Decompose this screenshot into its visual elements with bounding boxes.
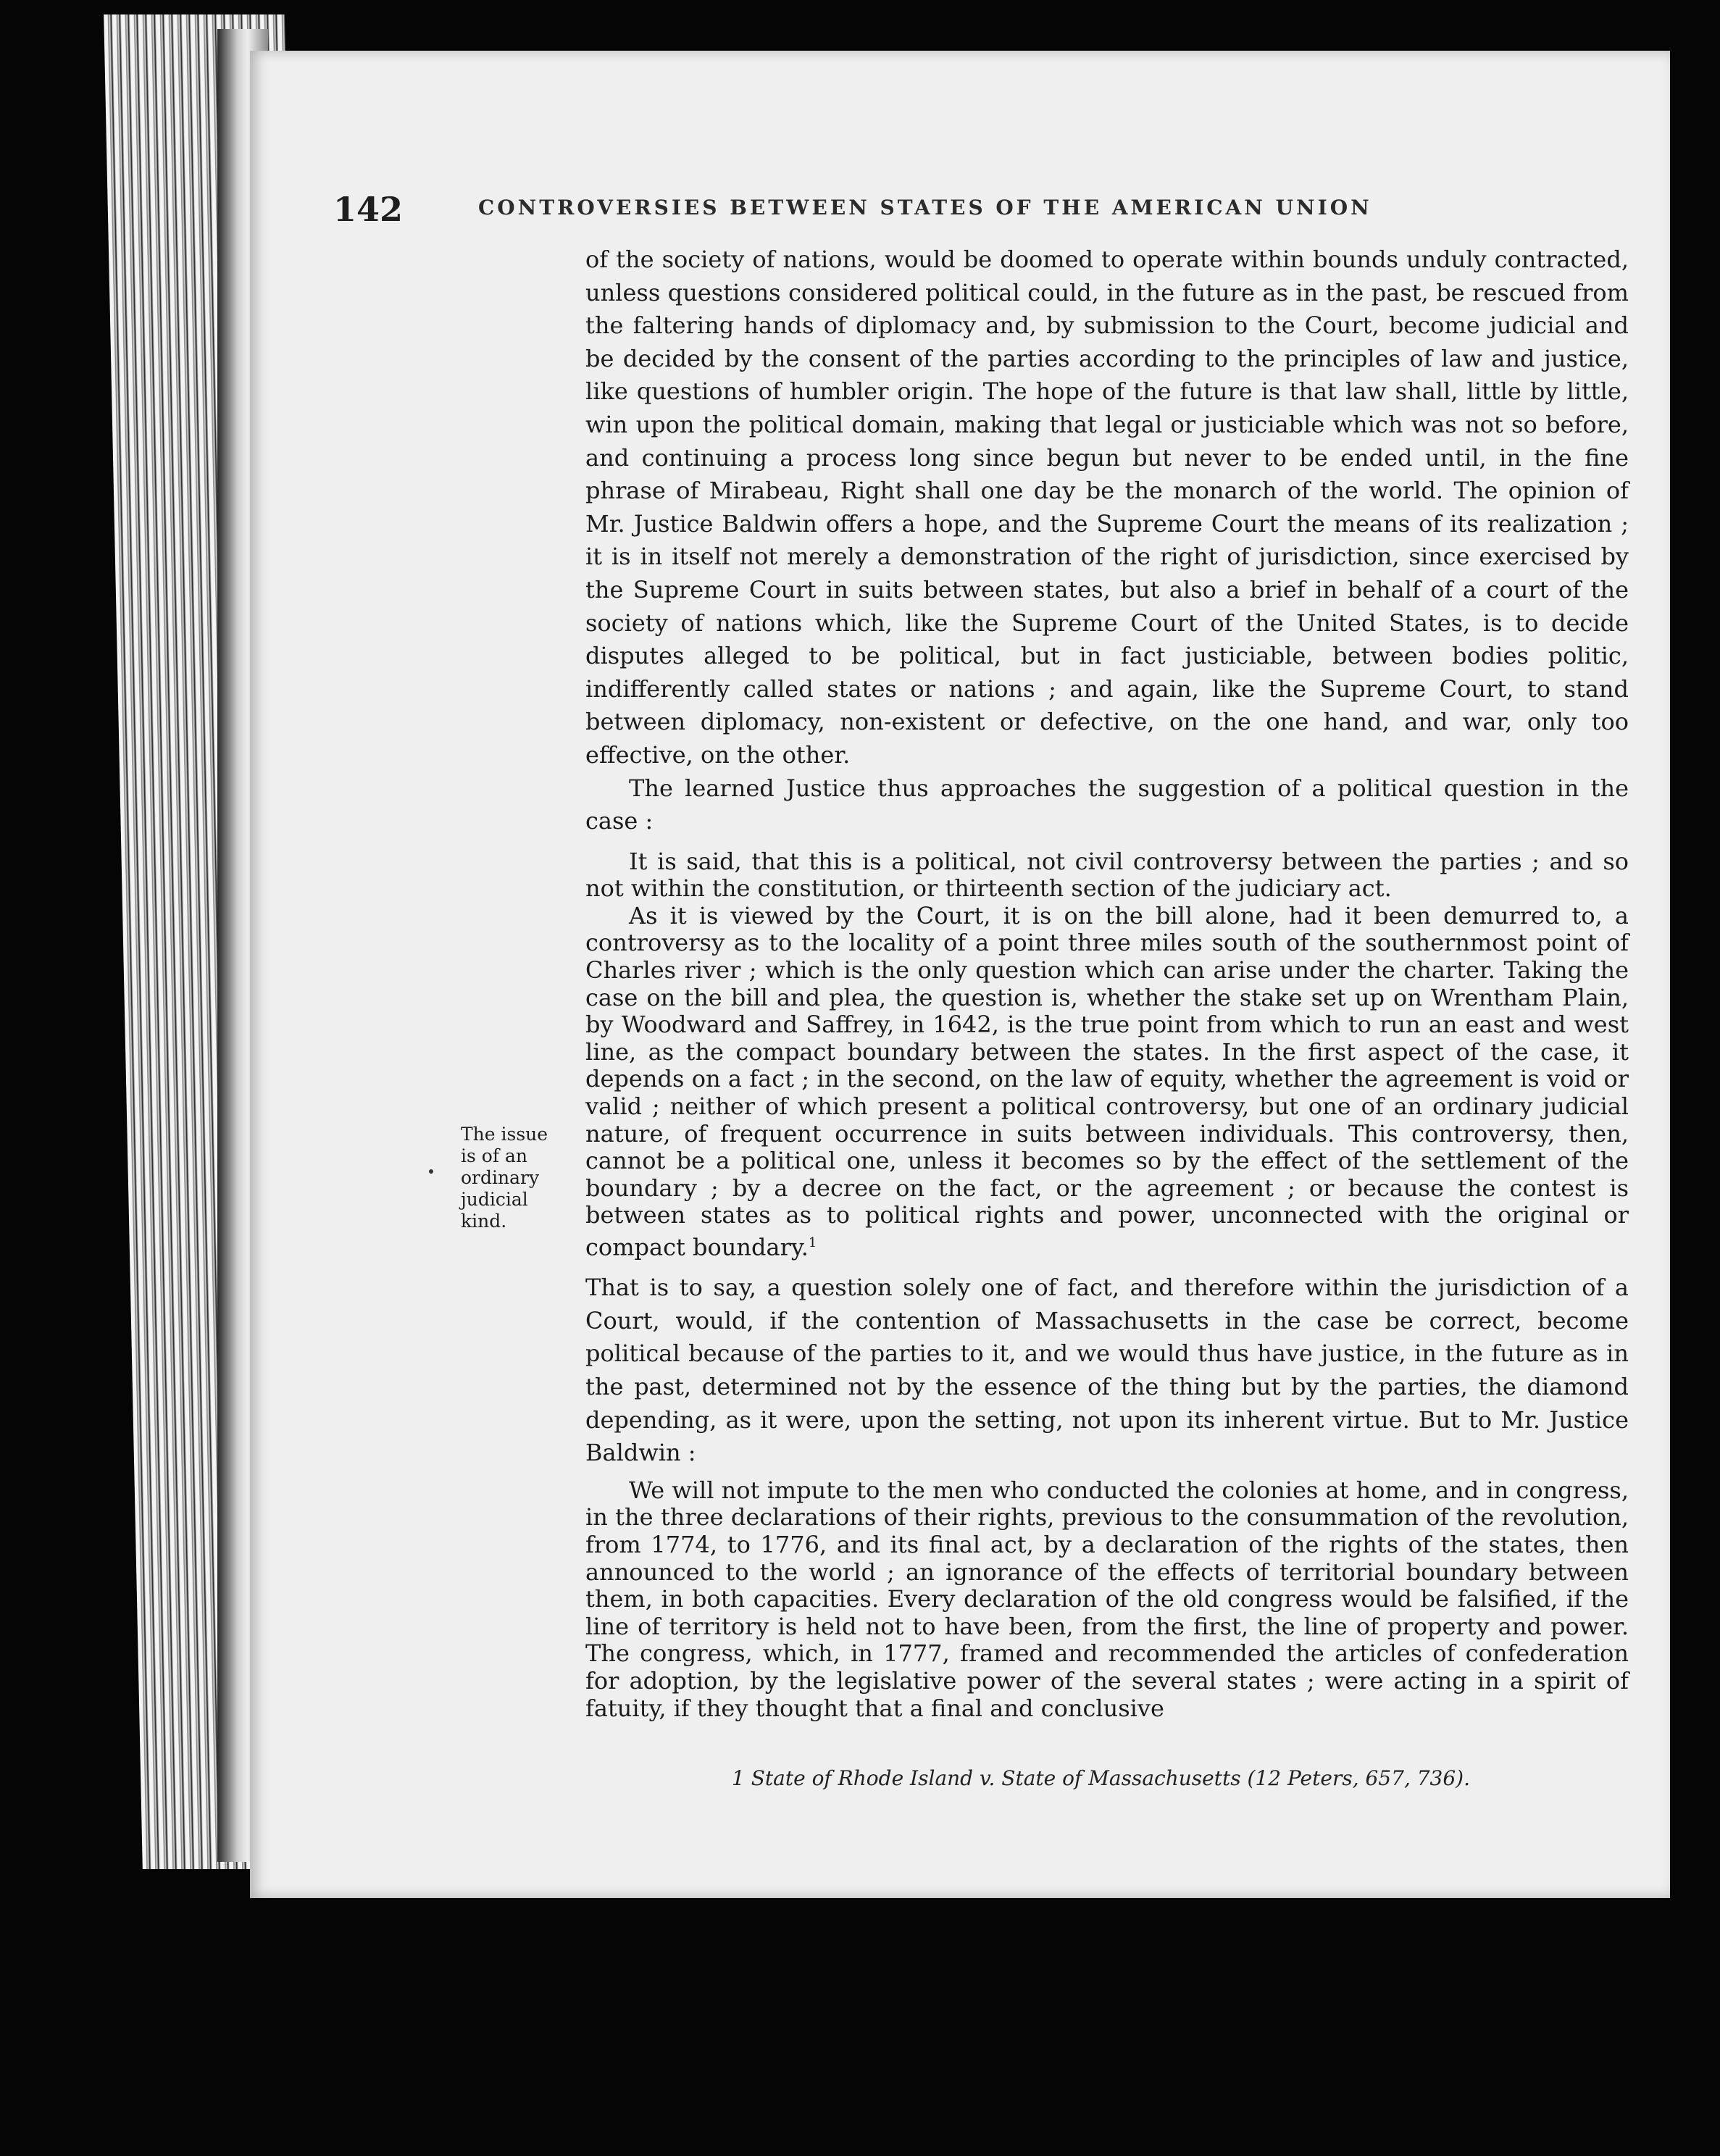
page-header [333, 190, 1521, 233]
footnote-marker: 1 [808, 1235, 817, 1250]
margin-note-line: kind. [461, 1211, 507, 1232]
block-quote-text: As it is viewed by the Court, it is on the bill alone, had it been demurred to, a controversy as to the locality of a point three miles south of the southernmost point of Charles river ; which is the only question which can arise under the charter. Taking the case on the bill and plea, the question is, whether the stake set up on Wrentham Plain, by Woodward and Saffrey, in 1642, is the true point from which to run an east and west line, as the compact boundary between the states. In the first aspect of the case, it depends on a fact ; in the second, on the law of equity, whether the agreement is void or valid ; neither of which present a political controversy, but one of an ordinary judicial nature, of frequent occurrence in suits between individuals. This controversy, then, cannot be a political one, unless it becomes so by the effect of the settlement of the boundary ; by a decree on the fact, or the agreement ; or because the contest is between states as to political rights and power, unconnected with the original or compact boundary. [585, 901, 1629, 1261]
paragraph: That is to say, a question solely one of fact, and therefore within the jurisdiction of a Court, would, if the contention of Massachusetts in the case be correct, become political because of the parties to it, and we would thus have justice, in the future as in the past, determined not by the essence of the thing but by the parties, the diamond depending, as it were, upon the setting, not upon its inherent virtue. But to Mr. Justice Baldwin : [585, 1274, 1629, 1467]
block-quote: It is said, that this is a political, not civil controversy between the parties ; and so not within the constitution, or thirteenth section of the judiciary act. [585, 847, 1629, 903]
margin-note-line: judicial [461, 1189, 528, 1210]
margin-dot [429, 1169, 433, 1174]
page-number: 142 [333, 190, 404, 229]
margin-note-line: The issue [461, 1124, 548, 1145]
paragraph: of the society of nations, would be doomed to operate within bounds unduly contracted, unless questions considered political could, in the future as in the past, be rescued from the faltering hands of diplomacy and, by submission to the Court, become judicial and be decided by the consent of the parties according to the principles of law and justice, like questions of humbler origin. The hope of the future is that law shall, little by little, win upon the political domain, making that legal or justiciable which was not so before, and continuing a process long since begun but never to be ended until, in the fine phrase of Mirabeau, Right shall one day be the monarch of the world. The opinion of Mr. Justice Baldwin offers a hope, and the Supreme Court the means of its realization ; it is in itself not merely a demonstration of the right of jurisdiction, since exercised by the Supreme Court in suits between states, but also a brief in behalf of a court of the society of nations which, like the Supreme Court of the United States, is to decide disputes alleged to be political, but in fact justiciable, between bodies politic, indifferently called states or nations ; and again, like the Supreme Court, to stand between diplomacy, non-existent or defective, on the one hand, and war, only too effective, on the other. [585, 246, 1629, 769]
paragraph: The learned Justice thus approaches the suggestion of a political question in the case : [585, 774, 1629, 835]
margin-note-line: ordinary [461, 1167, 540, 1188]
body-text [585, 243, 1629, 1722]
block-quote: We will not impute to the men who conducted the colonies at home, and in congress, in the three declarations of their rights, previous to the consummation of the revolution, from 1774, to 1776, and its final act, by a declaration of the rights of the states, then announced to the world ; an ignorance of the effects of territorial boundary between them, in both capacities. Every declaration of the old congress would be falsified, if the line of territory is held not to have been, from the first, the line of property and power. The congress, which, in 1777, framed and recommended the articles of confederation for adoption, by the legislative power of the several states ; were acting in a spirit of fatuity, if they thought that a final and conclusive [585, 1476, 1629, 1722]
margin-note-line: is of an [461, 1145, 528, 1166]
block-quote [585, 903, 1629, 1261]
running-title: CONTROVERSIES BETWEEN STATES OF THE AMERICAN UNION [478, 196, 1372, 220]
margin-note [461, 1124, 555, 1232]
footnote: 1 State of Rhode Island v. State of Massachusetts (12 Peters, 657, 736). [732, 1766, 1471, 1790]
